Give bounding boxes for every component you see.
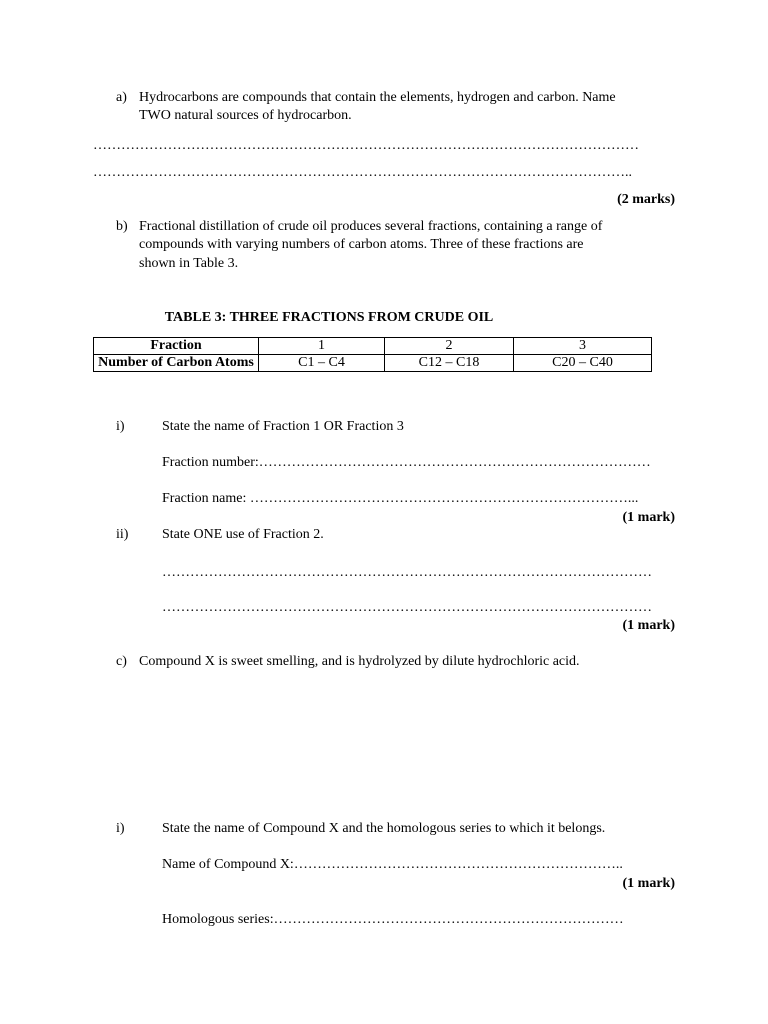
- homologous-series-field[interactable]: Homologous series:…………………………………………………………………: [162, 912, 624, 927]
- question-c-i-label: i): [116, 821, 125, 836]
- question-a-text-line2: TWO natural sources of hydrocarbon.: [139, 108, 352, 123]
- table-row: [94, 355, 652, 372]
- compound-x-name-field[interactable]: Name of Compound X:……………………………………………………………..: [162, 857, 623, 872]
- question-b-label: b): [116, 219, 128, 234]
- table-caption: TABLE 3: THREE FRACTIONS FROM CRUDE OIL: [164, 310, 494, 325]
- table-header-cell: Fraction: [94, 338, 259, 355]
- fraction-number-field[interactable]: Fraction number:…………………………………………………………………………: [162, 455, 651, 470]
- question-a-text-line1: Hydrocarbons are compounds that contain the elements, hydrogen and carbon. Name: [139, 90, 616, 105]
- answer-line-a1[interactable]: ………………………………………………………………………………………………………: [93, 138, 639, 153]
- question-c-i-prompt: State the name of Compound X and the homologous series to which it belongs.: [162, 821, 606, 836]
- marks-b-i: (1 mark): [622, 510, 675, 525]
- table-cell: C12 – C18: [385, 355, 514, 372]
- question-b-i-prompt: State the name of Fraction 1 OR Fraction 3: [162, 419, 404, 434]
- fractions-table: [93, 337, 652, 372]
- table-row-label: Number of Carbon Atoms: [94, 355, 259, 372]
- marks-b-ii: (1 mark): [622, 618, 675, 633]
- table-header-cell: 3: [514, 338, 652, 355]
- question-b-ii-label: ii): [116, 527, 129, 542]
- table-header-cell: 1: [259, 338, 385, 355]
- question-b-text-line3: shown in Table 3.: [139, 256, 239, 271]
- question-c-label: c): [116, 654, 127, 669]
- answer-line-b-ii-2[interactable]: ……………………………………………………………………………………………: [162, 600, 652, 615]
- table-header-cell: 2: [385, 338, 514, 355]
- question-b-text-line2: compounds with varying numbers of carbon atoms. Three of these fractions are: [139, 237, 584, 252]
- fraction-name-field[interactable]: Fraction name: ………………………………………………………………………...: [162, 491, 639, 506]
- answer-line-a2[interactable]: ……………………………………………………………………………………………………..: [93, 165, 632, 180]
- table-cell: C1 – C4: [259, 355, 385, 372]
- question-c-prompt: Compound X is sweet smelling, and is hydrolyzed by dilute hydrochloric acid.: [139, 654, 580, 669]
- table-header-row: [94, 338, 652, 355]
- marks-c-i: (1 mark): [622, 876, 675, 891]
- question-a-label: a): [116, 90, 127, 105]
- answer-line-b-ii-1[interactable]: ……………………………………………………………………………………………: [162, 565, 652, 580]
- question-b-text-line1: Fractional distillation of crude oil produces several fractions, containing a range of: [139, 219, 603, 234]
- question-b-i-label: i): [116, 419, 125, 434]
- question-b-ii-prompt: State ONE use of Fraction 2.: [162, 527, 324, 542]
- table-cell: C20 – C40: [514, 355, 652, 372]
- marks-a: (2 marks): [617, 192, 675, 207]
